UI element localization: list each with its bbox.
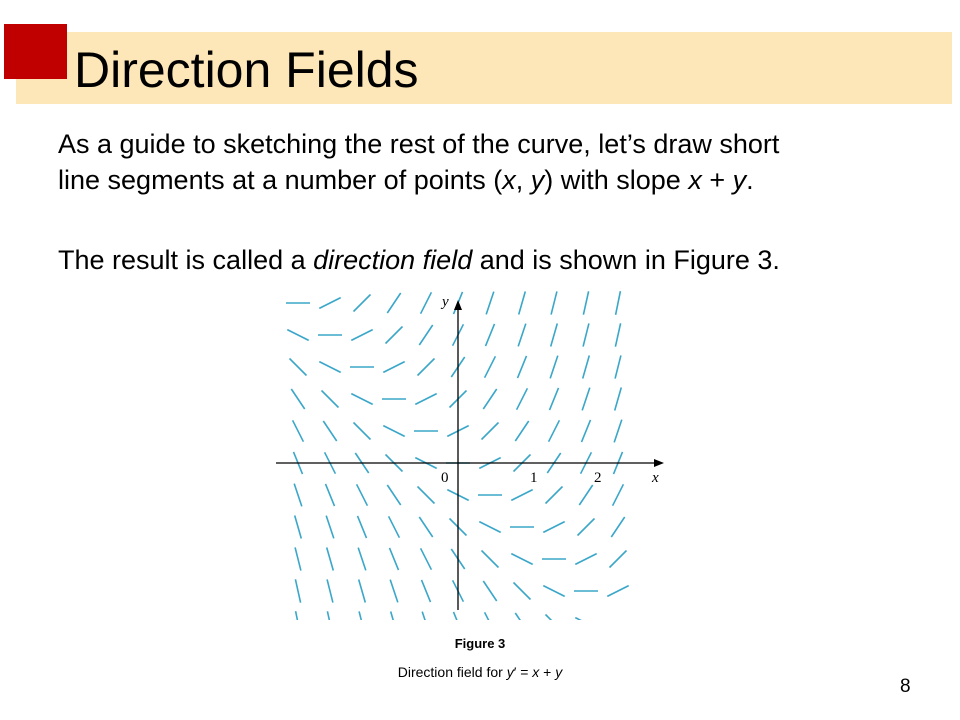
slope-segment <box>579 485 592 505</box>
slope-segment <box>295 547 301 570</box>
slope-segment <box>613 484 624 505</box>
slope-segment <box>322 391 339 408</box>
slope-segment <box>293 420 304 441</box>
slope-segment <box>290 359 307 376</box>
x-tick-label-1: 1 <box>530 470 538 486</box>
slope-segment <box>616 291 621 315</box>
title-accent-block <box>4 24 67 79</box>
text-run: ) with slope <box>544 165 689 195</box>
slope-segment <box>327 611 332 620</box>
paragraph-guide-line1: As a guide to sketching the rest of the curve, let’s draw short <box>58 129 780 159</box>
slope-segment <box>550 388 559 410</box>
slope-segment <box>422 580 431 602</box>
slope-segment <box>582 420 591 442</box>
slope-segment <box>291 389 304 409</box>
slope-segment <box>387 485 400 505</box>
slope-segment <box>390 548 399 570</box>
direction-field-plot <box>270 290 680 620</box>
slope-segment <box>479 522 500 533</box>
slope-segment <box>551 291 557 314</box>
slope-segment <box>323 421 336 441</box>
text-run: , <box>515 165 531 195</box>
slope-segment <box>519 292 526 315</box>
slope-segment <box>296 611 301 620</box>
slope-segment <box>485 356 496 377</box>
slope-segment <box>418 359 435 376</box>
slope-segment <box>583 323 589 346</box>
x-tick-label-2: 2 <box>594 470 602 486</box>
slope-segment <box>486 292 494 315</box>
slope-segment <box>383 362 404 373</box>
text-run: The result is called a <box>58 245 314 275</box>
x-axis-label: x <box>652 470 659 486</box>
slope-segment <box>515 613 528 620</box>
slope-segment <box>615 323 620 346</box>
slope-segment <box>351 330 372 341</box>
var-x: x <box>502 165 516 195</box>
slope-segment <box>515 421 528 441</box>
slope-segment <box>415 394 436 405</box>
slope-segment <box>550 356 558 379</box>
text-run: line segments at a number of points ( <box>58 165 503 195</box>
slope-segment <box>517 388 528 409</box>
slope-segment <box>518 324 526 347</box>
emphasis-direction-field: direction field <box>313 245 473 275</box>
slope-segment <box>359 580 366 603</box>
slope-segment <box>387 293 400 313</box>
slope-segment <box>354 423 371 440</box>
slope-segment <box>419 325 432 345</box>
slope-segment <box>351 394 372 405</box>
slope-segment <box>357 484 368 505</box>
slope-segment <box>319 298 340 309</box>
slope-segment <box>485 612 496 620</box>
slope-segment <box>421 292 432 313</box>
slope-segment <box>511 490 532 501</box>
slope-segment <box>358 516 367 538</box>
slope-segment <box>546 615 563 621</box>
slope-segment <box>383 426 404 437</box>
slope-segment <box>607 586 628 597</box>
slope-segment <box>582 388 590 411</box>
slope-segment <box>358 548 366 571</box>
slope-segment <box>483 581 496 601</box>
slope-segment <box>575 618 596 620</box>
slope-segment <box>583 356 590 379</box>
y-axis-label: y <box>442 294 449 310</box>
text-run: ′ = <box>513 664 533 680</box>
page-number: 8 <box>900 676 911 697</box>
slope-segment <box>454 612 463 620</box>
slope-segment <box>546 487 563 504</box>
direction-field-figure <box>270 290 680 620</box>
slope-segment <box>421 548 432 569</box>
slope-segment <box>295 516 302 539</box>
slope-segment <box>359 611 365 620</box>
var-y: y <box>555 664 563 680</box>
var-x: x <box>688 165 702 195</box>
slope-segment <box>327 579 333 602</box>
slope-segment <box>354 295 371 312</box>
slope-segment <box>511 554 532 565</box>
slope-segment <box>319 362 340 373</box>
slope-segment <box>514 583 531 600</box>
text-run: and is shown in Figure 3. <box>472 245 780 275</box>
slope-segment <box>391 612 398 621</box>
slope-segment <box>543 586 564 597</box>
slope-segment <box>518 356 527 378</box>
var-y: y <box>530 165 545 195</box>
slope-segment <box>611 517 624 537</box>
slope-segment <box>482 423 499 440</box>
slope-segment <box>386 327 403 344</box>
slope-segment <box>419 517 432 537</box>
slope-segment <box>615 388 622 411</box>
slope-segment <box>614 420 622 443</box>
slope-segment <box>583 291 588 314</box>
origin-label: 0 <box>441 470 449 486</box>
slope-segment <box>483 389 496 409</box>
slope-segment <box>615 355 621 378</box>
text-run: Direction field for <box>397 664 507 680</box>
slope-segment <box>486 324 495 346</box>
slope-segment <box>326 516 334 539</box>
slope-segment <box>326 484 335 506</box>
x-axis-arrow <box>654 459 664 467</box>
slope-segment <box>422 612 430 620</box>
var-y: y <box>732 165 747 195</box>
slope-segment <box>389 516 400 537</box>
slide-title: Direction Fields <box>74 42 419 98</box>
slope-segment <box>287 330 308 341</box>
slope-segment <box>543 522 564 533</box>
slope-segment <box>295 579 300 602</box>
slope-segment <box>327 548 334 571</box>
text-run: + <box>701 165 733 195</box>
slope-segment <box>418 487 435 504</box>
paragraph-guide-line2 <box>58 162 938 198</box>
text-run: + <box>539 664 556 680</box>
text-run: . <box>746 165 754 195</box>
slope-segment <box>390 580 398 603</box>
var-x: x <box>532 664 540 680</box>
slope-segment <box>294 484 302 507</box>
slope-segment <box>578 519 595 536</box>
slope-segment <box>549 420 560 441</box>
slope-segment <box>575 554 596 565</box>
slope-segment <box>551 324 558 347</box>
y-axis-arrow <box>454 300 462 310</box>
paragraph-guide <box>58 126 938 198</box>
slope-segment <box>482 551 499 568</box>
paragraph-result <box>58 242 938 278</box>
var-y: y <box>506 664 514 680</box>
figure-caption <box>0 664 960 680</box>
slope-segment <box>610 551 627 568</box>
figure-label: Figure 3 <box>454 636 506 651</box>
